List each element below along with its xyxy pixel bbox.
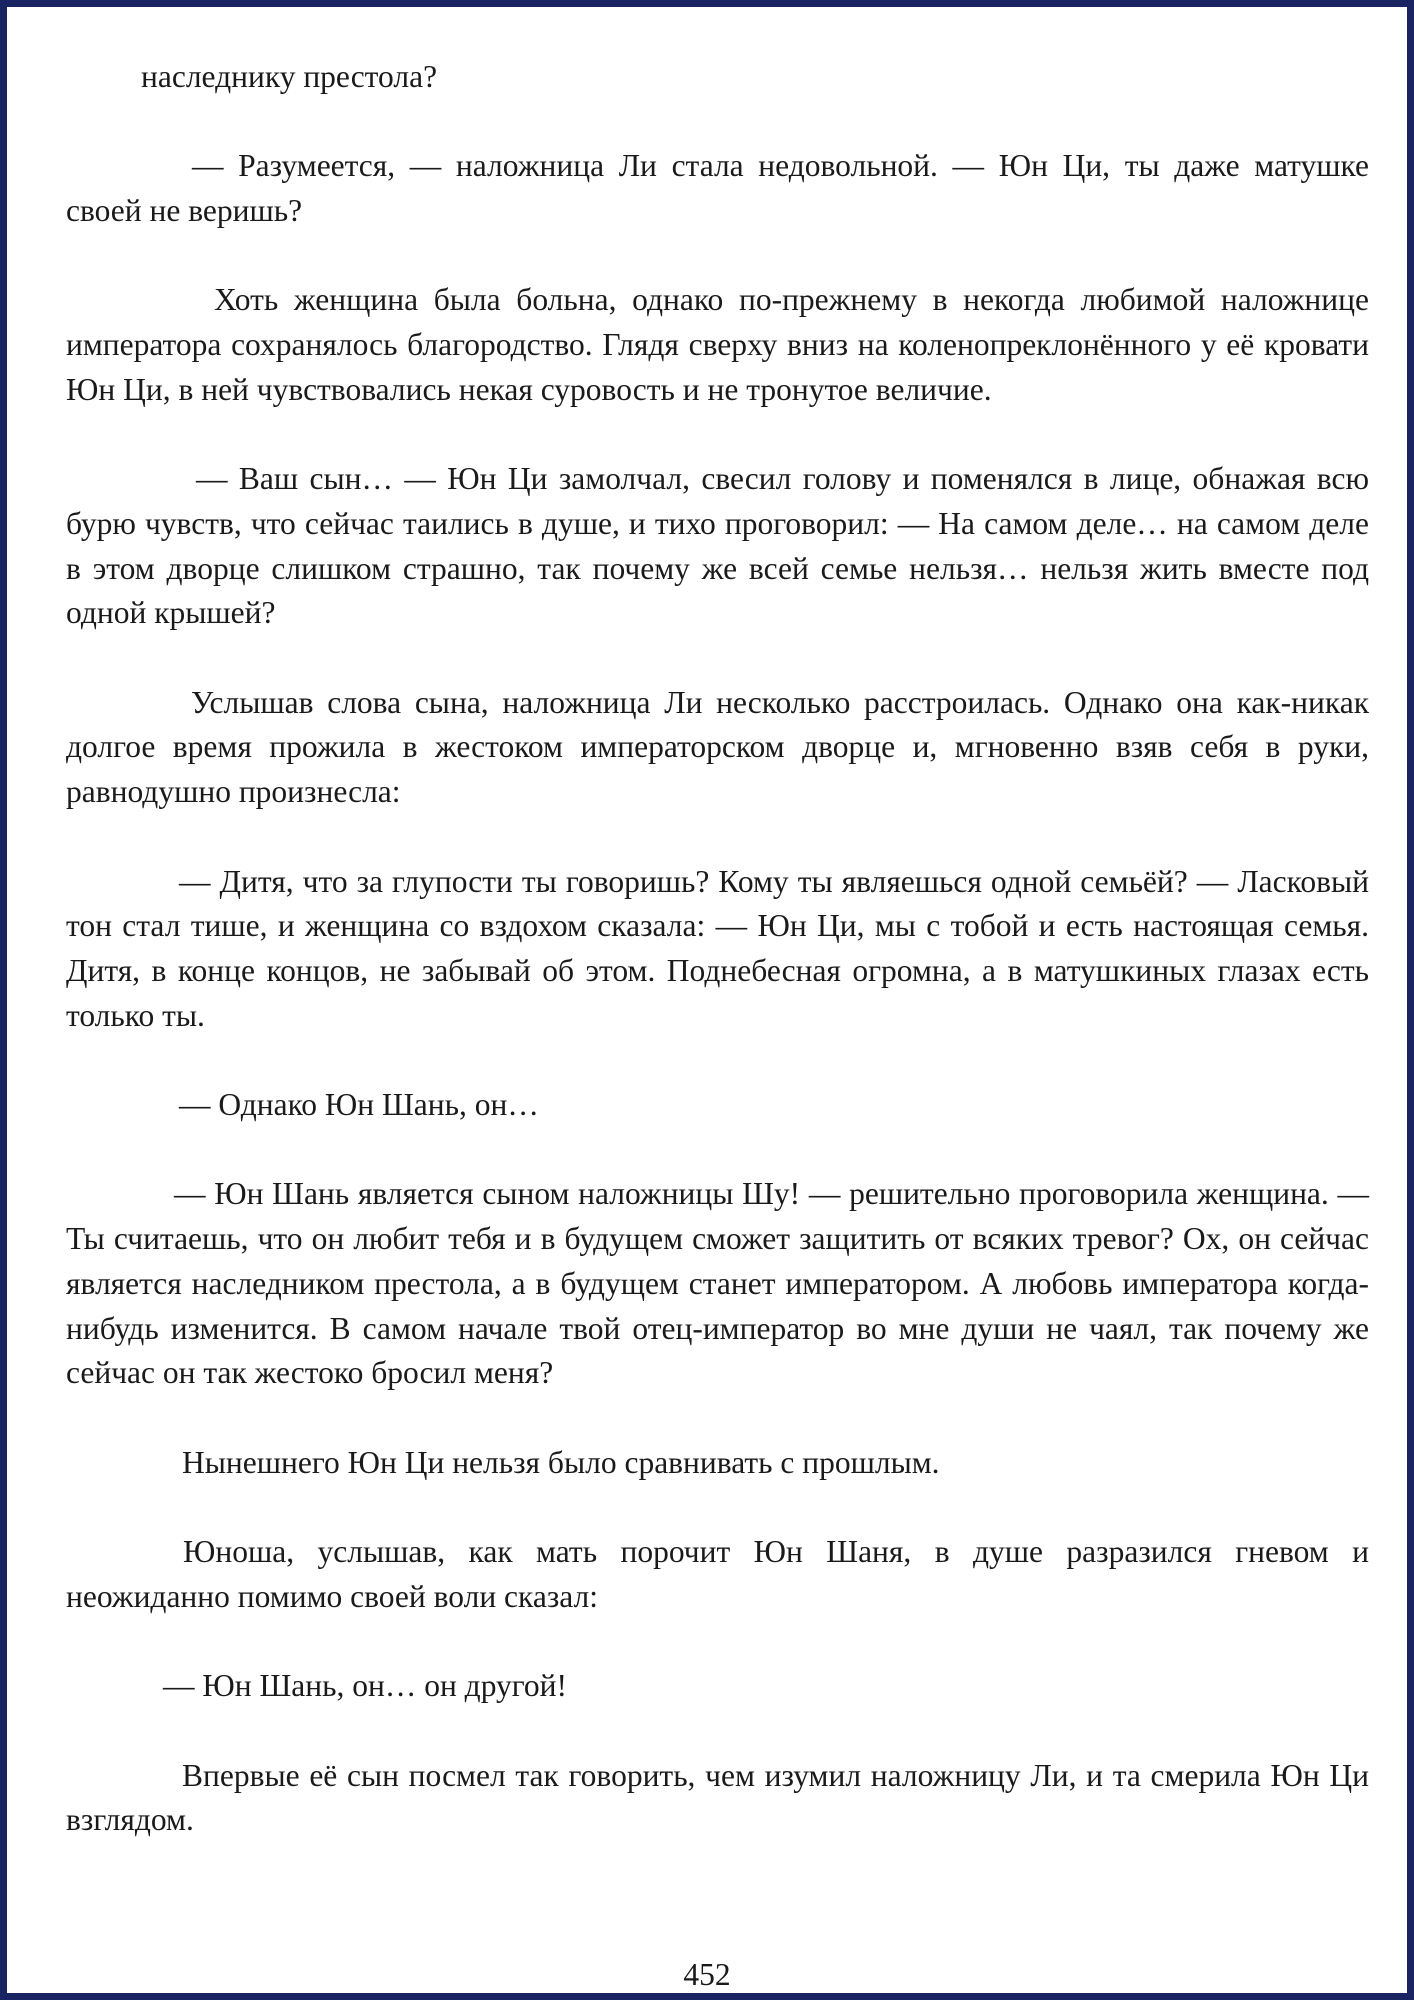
paragraph: Впервые её сын посмел так говорить, чем изумил наложницу Ли, и та смерила Юн Ци взглядом. xyxy=(66,1757,1369,1838)
paragraph: Услышав слова сына, наложница Ли несколько расстроилась. Однако она как-никак долгое время прожила в жестоком императорском дворце и, мгновенно взяв себя в руки, равнодушно произнесла: xyxy=(66,684,1369,810)
paragraph: — Юн Шань, он… он другой! xyxy=(163,1668,568,1704)
paragraph: Нынешнего Юн Ци нельзя было сравнивать с прошлым. xyxy=(182,1444,940,1480)
paragraph: — Дитя, что за глупости ты говоришь? Кому ты являешься одной семьёй? — Ласковый тон стал тише, и женщина со вздохом сказала: — Юн Ци, мы с тобой и есть настоящая семья. Дитя, в конце концов, не забывай об этом. Поднебесная огромна, а в матушкиных глазах есть только ты. xyxy=(66,863,1369,1033)
paragraph: наследнику престола? xyxy=(141,59,438,94)
page-number: 452 xyxy=(683,1957,731,1992)
paragraph: — Ваш сын… — Юн Ци замолчал, свесил голову и поменялся в лице, обнажая всю бурю чувств, что сейчас таились в душе, и тихо проговорил: — На самом деле… на самом деле в этом дворце слишком страшно, так почему же всей семье нельзя… нельзя жить вместе под одной крышей? xyxy=(66,461,1369,631)
paragraph: — Однако Юн Шань, он… xyxy=(179,1087,539,1123)
page-body xyxy=(66,55,1369,1843)
paragraph: — Разумеется, — наложница Ли стала недовольной. — Юн Ци, ты даже матушке своей не веришь? xyxy=(66,148,1369,229)
paragraph: Хоть женщина была больна, однако по-прежнему в некогда любимой наложнице императора сохранялось благородство. Глядя сверху вниз на коленопреклонённого у её кровати Юн Ци, в ней чувствовались некая суровость и не тронутое величие. xyxy=(66,282,1369,407)
paragraph: — Юн Шань является сыном наложницы Шу! — решительно проговорила женщина. — Ты считаешь, что он любит тебя и в будущем сможет защитить от всяких тревог? Ох, он сейчас является наследником престола, а в будущем станет императором. А любовь императора когда-нибудь изменится. В самом начале твой отец-император во мне души не чаял, так почему же сейчас он так жестоко бросил меня? xyxy=(66,1176,1369,1391)
paragraph: Юноша, услышав, как мать порочит Юн Шаня, в душе разразился гневом и неожиданно помимо своей воли сказал: xyxy=(66,1534,1369,1614)
